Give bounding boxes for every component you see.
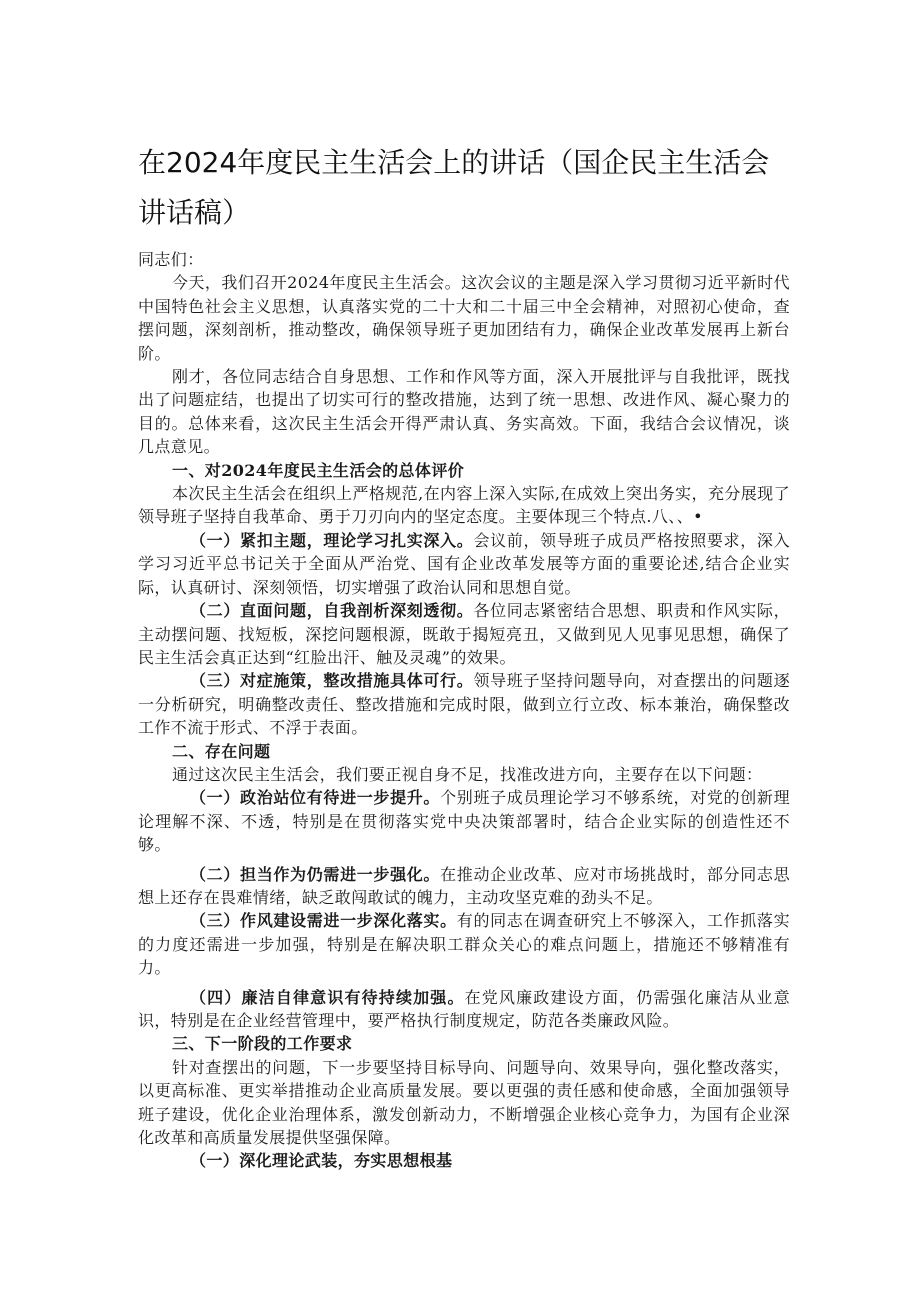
section2-item-1 [138, 786, 790, 856]
section1-item-2 [138, 599, 790, 669]
item-text: 各位同志紧密结合思想、职责和作风实际，主动摆问题、找短板，深挖问题根源，既敢于揭短亮丑，又做到见人见事见思想，确保了民主生活会真正达到“红脸出汗、触及灵魂”的效果。 [138, 601, 790, 667]
section1-lead: 本次民主生活会在组织上严格规范,在内容上深入实际,在成效上突出务实，充分展现了领导班子坚持自我革命、勇于刀刃向内的坚定态度。主要体现三个特点.八、、• [138, 484, 790, 527]
item-text: 会议前，领导班子成员严格按照要求，深入学习习近平总书记关于全面从严治党、国有企业改革发展等方面的重要论述,结合企业实际，认真研讨、深刻领悟，切实增强了政治认同和思想自觉。 [138, 530, 790, 597]
document-body [138, 248, 790, 1173]
item-label: （三）对症施策，整改措施具体可行。 [190, 671, 474, 691]
intro-paragraph-2: 刚才，各位同志结合自身思想、工作和作风等方面，深入开展批评与自我批评，既找出了问题症结，也提出了切实可行的整改措施，达到了统一思想、改进作风、凝心聚力的目的。总体来看，这次民主生活会开得严肃认真、务实高效。下面，我结合会议情况，谈几点意见。 [138, 367, 790, 457]
section1-heading: 一、对2024年度民主生活会的总体评价 [172, 460, 465, 480]
item-text: 在党风廉政建设方面，仍需强化廉洁从业意识，特别是在企业经营管理中，要严格执行制度规定，防范各类廉政风险。 [138, 987, 790, 1030]
item-text: 个别班子成员理论学习不够系统，对党的创新理论理解不深、不透，特别是在贯彻落实党中央决策部署时，结合企业实际的创造性还不够。 [138, 788, 790, 855]
item-label: （二）直面问题，自我剖析深刻透彻。 [190, 601, 474, 621]
section2-item-3 [138, 909, 790, 979]
item-label: （一）政治站位有待进一步提升。 [190, 788, 441, 808]
section1-item-1 [138, 529, 790, 599]
section2-item-2 [138, 863, 790, 910]
item-text: 有的同志在调查研究上不够深入，工作抓落实的力度还需进一步加强，特别是在解决职工群众关心的难点问题上，措施还不够精准有力。 [138, 911, 790, 978]
item-label: （四）廉洁自律意识有待持续加强。 [190, 987, 465, 1007]
document-title: 在2024年度民主生活会上的讲话（国企民主生活会讲话稿） [138, 146, 770, 229]
item-label: （一）紧扣主题，理论学习扎实深入。 [190, 530, 474, 550]
item-text: 领导班子坚持问题导向，对查摆出的问题逐一分析研究，明确整改责任、整改措施和完成时限，做到立行立改、标本兼治，确保整改工作不流于形式、不浮于表面。 [138, 671, 790, 738]
section2-heading: 二、存在问题 [172, 741, 271, 761]
section3-heading: 三、下一阶段的工作要求 [172, 1034, 353, 1054]
intro-paragraph-1: 今天，我们召开2024年度民主生活会。这次会议的主题是深入学习贯彻习近平新时代中国特色社会主义思想，认真落实党的二十大和二十届三中全会精神，对照初心使命，查摆问题，深刻剖析，推动整改，确保领导班子更加团结有力，确保企业改革发展再上新台阶。 [138, 273, 790, 363]
section2-lead: 通过这次民主生活会，我们要正视自身不足，找准改进方向，主要存在以下问题： [172, 764, 763, 784]
item-text: 在推动企业改革、应对市场挑战时，部分同志思想上还存在畏难情绪，缺乏敢闯敢试的魄力，主动攻坚克难的劲头不足。 [138, 864, 790, 907]
section3-lead: 针对查摆出的问题，下一步要坚持目标导向、问题导向、效果导向，强化整改落实，以更高标准、更实举措推动企业高质量发展。要以更强的责任感和使命感，全面加强领导班子建设，优化企业治理体系，激发创新动力，不断增强企业核心竞争力，为国有企业深化改革和高质量发展提供坚强保障。 [138, 1057, 790, 1148]
item-label: （三）作风建设需进一步深化落实。 [190, 911, 457, 931]
item-label: （二）担当作为仍需进一步强化。 [190, 864, 441, 884]
section1-item-3 [138, 669, 790, 739]
section3-subheading-1: （一）深化理论武装，夯实思想根基 [190, 1151, 453, 1171]
salutation: 同志们： [138, 250, 204, 269]
section2-item-4 [138, 986, 790, 1033]
